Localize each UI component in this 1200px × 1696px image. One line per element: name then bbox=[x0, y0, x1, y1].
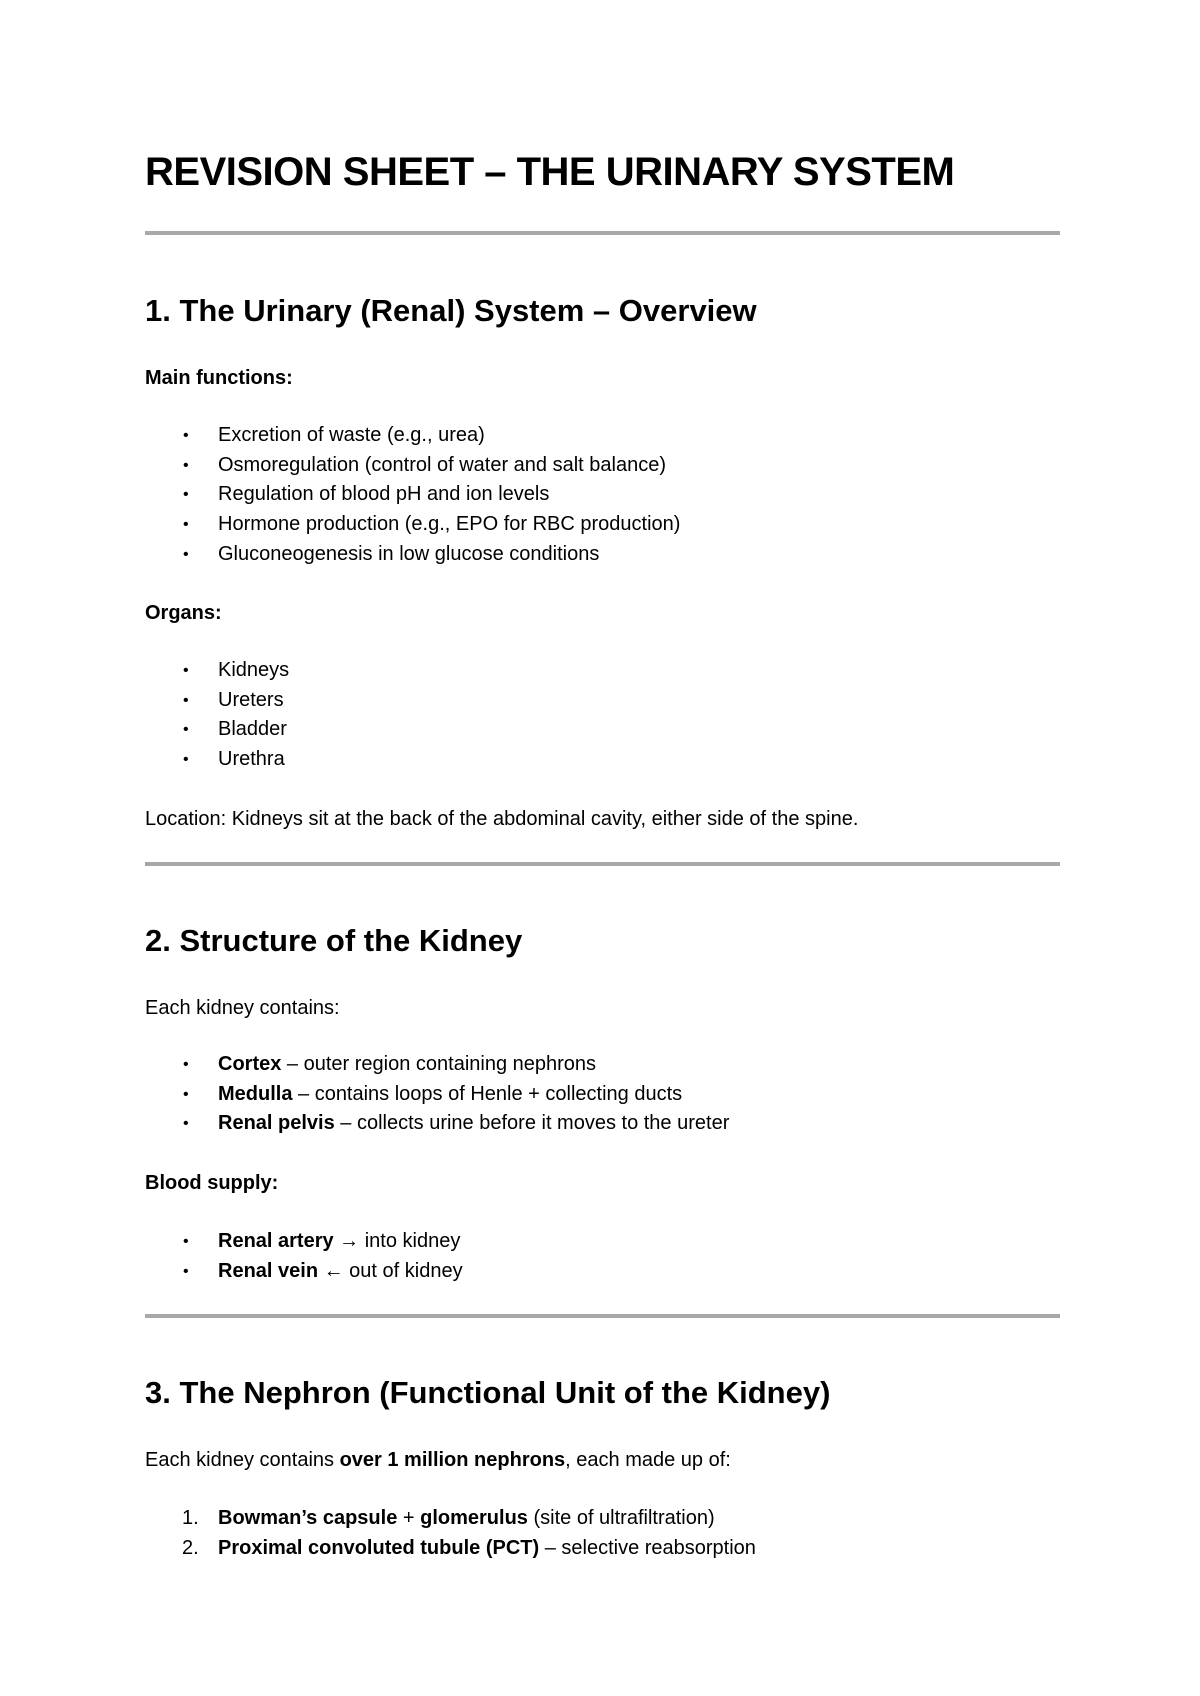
section-1-divider bbox=[145, 862, 1060, 866]
list-item: • Cortex – outer region containing nephrons bbox=[145, 1050, 729, 1080]
list-item: • Hormone production (e.g., EPO for RBC production) bbox=[145, 510, 680, 540]
list-item: • Kidneys bbox=[145, 656, 289, 686]
nephron-parts-list bbox=[145, 1504, 756, 1563]
bullet-icon: • bbox=[183, 516, 189, 534]
list-item: • Regulation of blood pH and ion levels bbox=[145, 480, 680, 510]
list-item: • Ureters bbox=[145, 686, 289, 716]
bullet-icon: • bbox=[183, 662, 189, 679]
bullet-icon: • bbox=[183, 721, 189, 739]
section-3-heading: 3. The Nephron (Functional Unit of the Kidney) bbox=[145, 1375, 831, 1410]
organs-list bbox=[145, 656, 289, 775]
bullet-icon: • bbox=[183, 1233, 189, 1250]
organs-label: Organs: bbox=[145, 602, 222, 624]
list-item: 1. Bowman’s capsule + glomerulus (site of ultrafiltration) bbox=[145, 1504, 756, 1534]
list-item: • Renal vein ← out of kidney bbox=[145, 1257, 463, 1287]
main-functions-label: Main functions: bbox=[145, 367, 293, 389]
list-item: • Osmoregulation (control of water and salt balance) bbox=[145, 451, 680, 481]
nephron-intro-text: Each kidney contains over 1 million nephrons, each made up of: bbox=[145, 1449, 731, 1471]
blood-supply-label: Blood supply: bbox=[145, 1172, 279, 1194]
kidney-parts-list bbox=[145, 1050, 729, 1139]
document-title: REVISION SHEET – THE URINARY SYSTEM bbox=[145, 150, 955, 194]
bullet-icon: • bbox=[183, 1085, 189, 1103]
list-item: 2. Proximal convoluted tubule (PCT) – selective reabsorption bbox=[145, 1534, 756, 1564]
bullet-icon: • bbox=[183, 1115, 189, 1133]
kidney-intro-text: Each kidney contains: bbox=[145, 997, 340, 1019]
bullet-icon: • bbox=[183, 1056, 189, 1073]
bullet-icon: • bbox=[183, 691, 189, 709]
blood-supply-list bbox=[145, 1227, 463, 1286]
bullet-icon: • bbox=[183, 427, 189, 444]
bullet-icon: • bbox=[183, 456, 189, 474]
title-divider bbox=[145, 231, 1060, 235]
list-item: • Excretion of waste (e.g., urea) bbox=[145, 421, 680, 451]
section-2-divider bbox=[145, 1314, 1060, 1318]
list-item: • Urethra bbox=[145, 745, 289, 775]
list-item: • Renal pelvis – collects urine before it moves to the ureter bbox=[145, 1109, 729, 1139]
list-item: • Gluconeogenesis in low glucose conditions bbox=[145, 540, 680, 570]
list-number: 2. bbox=[182, 1536, 199, 1559]
location-text: Location: Kidneys sit at the back of the abdominal cavity, either side of the spine. bbox=[145, 808, 859, 830]
list-number: 1. bbox=[182, 1507, 199, 1529]
bullet-icon: • bbox=[183, 486, 189, 504]
list-item: • Renal artery → into kidney bbox=[145, 1227, 463, 1257]
section-1-heading: 1. The Urinary (Renal) System – Overview bbox=[145, 293, 757, 328]
section-2-heading: 2. Structure of the Kidney bbox=[145, 923, 523, 958]
list-item: • Medulla – contains loops of Henle + collecting ducts bbox=[145, 1080, 729, 1110]
main-functions-list bbox=[145, 421, 680, 569]
bullet-icon: • bbox=[183, 751, 189, 769]
bullet-icon: • bbox=[183, 545, 189, 563]
bullet-icon: • bbox=[183, 1262, 189, 1280]
list-item: • Bladder bbox=[145, 715, 289, 745]
